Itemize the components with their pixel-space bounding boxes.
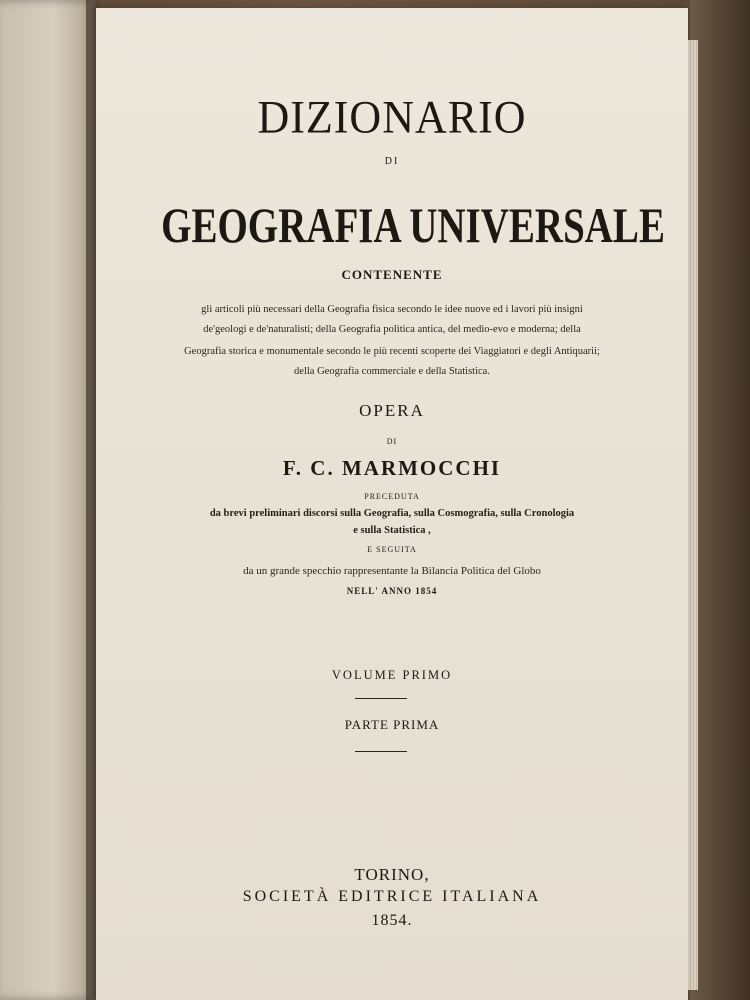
opera-label: OPERA (359, 401, 425, 420)
volume-label: VOLUME PRIMO (331, 668, 453, 682)
description-line: de'geologi e de'naturalisti; della Geografia politica antica, del medio-evo e moderna; della (203, 324, 581, 335)
preceduta-line: e sulla Statistica , (353, 525, 431, 536)
connector-di: DI (384, 156, 400, 167)
seguita-line: da un grande specchio rappresentante la Bilancia Politica del Globo (243, 565, 541, 577)
description-line: Geografia storica e monumentale secondo le più recenti scoperte dei Viaggiatori e degli Antiquarii; (184, 346, 600, 357)
book-title: DIZIONARIO (257, 91, 527, 144)
seguita-label: E SEGUITA (367, 545, 417, 554)
description-line: gli articoli più necessari della Geografia fisica secondo le idee nuove ed i lavori più insigni (201, 304, 583, 315)
author-name: F. C. MARMOCCHI (282, 456, 502, 480)
left-page (0, 0, 96, 1000)
imprint-publisher: SOCIETÀ EDITRICE ITALIANA (242, 888, 542, 905)
parte-label: PARTE PRIMA (344, 717, 440, 732)
preceduta-line: da brevi preliminari discorsi sulla Geografia, sulla Cosmografia, sulla Cronologia (209, 508, 575, 519)
title-page (96, 8, 688, 1000)
divider-rule (355, 751, 407, 752)
preceduta-label: PRECEDUTA (364, 492, 420, 501)
connector-di-2: DI (386, 437, 398, 446)
contenente-label: CONTENENTE (341, 267, 443, 282)
description-line: della Geografia commerciale e della Statistica. (294, 366, 490, 377)
book-cover-edge (690, 0, 750, 1000)
anno-line: NELL' ANNO 1854 (346, 586, 438, 596)
divider-rule (355, 698, 407, 699)
imprint-city: TORINO, (354, 865, 430, 884)
imprint-year: 1854. (371, 912, 413, 929)
book-subject: GEOGRAFIA UNIVERSALE (161, 197, 665, 253)
